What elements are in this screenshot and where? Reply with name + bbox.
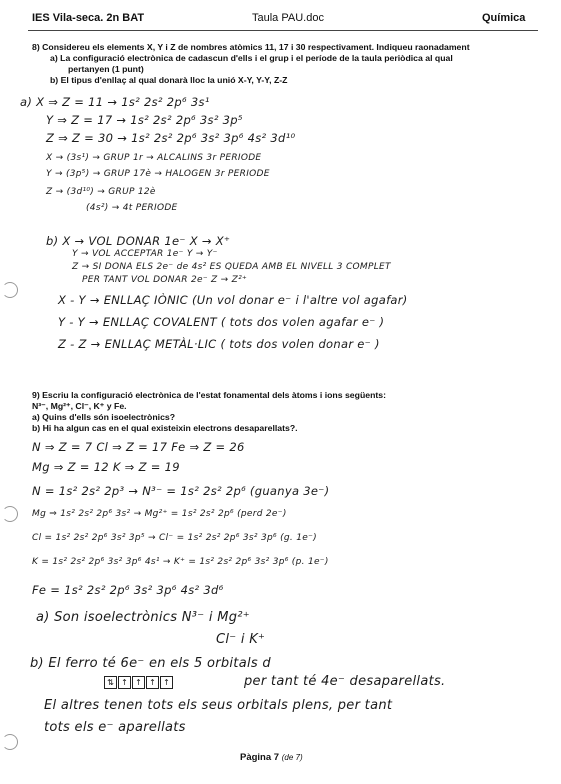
orbital-box: ⇅ — [104, 676, 117, 689]
q8-answer-line: Z ⇒ Z = 30 → 1s² 2s² 2p⁶ 3s² 3p⁶ 4s² 3d¹⁰ — [46, 131, 296, 145]
q8-a-line2: pertanyen (1 punt) — [68, 64, 144, 74]
q9-a-line: a) Quins d'ells són isoelectrònics? — [32, 412, 176, 422]
q8-answer-line: Z → (3d¹⁰) → GRUP 12è — [46, 187, 156, 197]
q9-answer-line: Cl = 1s² 2s² 2p⁶ 3s² 3p⁵ → Cl⁻ = 1s² 2s² 2p⁶ 3s² 3p⁶ (g. 1e⁻) — [32, 533, 317, 543]
q8-answer-line: X - Y → ENLLAÇ IÒNIC (Un vol donar e⁻ i l'altre vol agafar) — [58, 293, 408, 307]
q9-answer-line: per tant té 4e⁻ desaparellats. — [244, 674, 446, 689]
orbital-box: ↑ — [160, 676, 173, 689]
q8-answer-line: X → (3s¹) → GRUP 1r → ALCALINS 3r PERIODE — [46, 153, 262, 163]
subject-name: Química — [482, 12, 526, 24]
q9-answer-line: a) Son isoelectrònics N³⁻ i Mg²⁺ — [36, 610, 250, 625]
punch-hole — [2, 734, 18, 750]
q8-b-line: b) El tipus d'enllaç al qual donarà lloc la unió X-Y, Y-Y, Z-Z — [50, 75, 288, 85]
q9-answer-line: Mg ⇒ 1s² 2s² 2p⁶ 3s² → Mg²⁺ = 1s² 2s² 2p⁶ (perd 2e⁻) — [32, 509, 287, 519]
q9-answer-line: b) El ferro té 6e⁻ en els 5 orbitals d — [30, 656, 271, 671]
q8-a-line1: a) La configuració electrònica de cadascun d'ells i el grup i el període de la taula periòdica al qual — [50, 53, 453, 63]
q9-answer-line: El altres tenen tots els seus orbitals plens, per tant — [44, 698, 393, 713]
q8-answer-line: PER TANT VOL DONAR 2e⁻ Z → Z²⁺ — [82, 275, 248, 285]
q8-answer-line: Y ⇒ Z = 17 → 1s² 2s² 2p⁶ 3s² 3p⁵ — [46, 113, 243, 127]
q8-answer-line: Z → SI DONA ELS 2e⁻ de 4s² ES QUEDA AMB EL NIVELL 3 COMPLET — [72, 262, 391, 272]
q8-answer-line: b) X → VOL DONAR 1e⁻ X → X⁺ — [46, 234, 231, 248]
q9-title: 9) Escriu la configuració electrònica de l'estat fonamental dels àtoms i ions següents: — [32, 390, 387, 400]
orbital-boxes — [104, 676, 174, 689]
q8-answer-line: Z - Z → ENLLAÇ METÀL·LIC ( tots dos volen donar e⁻ ) — [58, 337, 380, 351]
page-footer — [240, 752, 303, 763]
punch-hole — [2, 506, 18, 522]
orbital-box: ↑ — [146, 676, 159, 689]
q9-answer-line: N ⇒ Z = 7 Cl ⇒ Z = 17 Fe ⇒ Z = 26 — [32, 440, 245, 454]
orbital-box: ↑ — [118, 676, 131, 689]
q9-answer-line: K = 1s² 2s² 2p⁶ 3s² 3p⁶ 4s¹ → K⁺ = 1s² 2s² 2p⁶ 3s² 3p⁶ (p. 1e⁻) — [32, 557, 329, 567]
q9-answer-line: Fe = 1s² 2s² 2p⁶ 3s² 3p⁶ 4s² 3d⁶ — [32, 583, 224, 597]
school-name: IES Vila-seca. 2n BAT — [32, 12, 145, 24]
orbital-box: ↑ — [132, 676, 145, 689]
q8-answer-line: a) X ⇒ Z = 11 → 1s² 2s² 2p⁶ 3s¹ — [20, 95, 210, 109]
q9-answer-line: Cl⁻ i K⁺ — [216, 632, 266, 647]
q9-answer-line: Mg ⇒ Z = 12 K ⇒ Z = 19 — [32, 460, 180, 474]
page-total: (de 7) — [281, 753, 303, 762]
q8-title: 8) Considereu els elements X, Y i Z de nombres atòmics 11, 17 i 30 respectivament. Indiqueu raonadament — [32, 42, 470, 52]
file-name: Taula PAU.doc — [252, 12, 324, 24]
q8-answer-line: Y - Y → ENLLAÇ COVALENT ( tots dos volen agafar e⁻ ) — [58, 315, 385, 329]
punch-hole — [2, 282, 18, 298]
q8-answer-line: (4s²) → 4t PERIODE — [86, 203, 178, 213]
q8-answer-line: Y → (3p⁵) → GRUP 17è → HALOGEN 3r PERIODE — [46, 169, 270, 179]
q9-species: N³⁻, Mg²⁺, Cl⁻, K⁺ y Fe. — [32, 401, 127, 411]
q9-answer-line: N = 1s² 2s² 2p³ → N³⁻ = 1s² 2s² 2p⁶ (guanya 3e⁻) — [32, 484, 330, 498]
q9-answer-line: tots els e⁻ aparellats — [44, 720, 186, 735]
page-number: Pàgina 7 — [240, 752, 280, 763]
q8-answer-line: Y → VOL ACCEPTAR 1e⁻ Y → Y⁻ — [72, 249, 218, 259]
q9-b-line: b) Hi ha algun cas en el qual existeixin electrons desaparellats?. — [32, 423, 298, 433]
header-rule — [28, 30, 538, 31]
